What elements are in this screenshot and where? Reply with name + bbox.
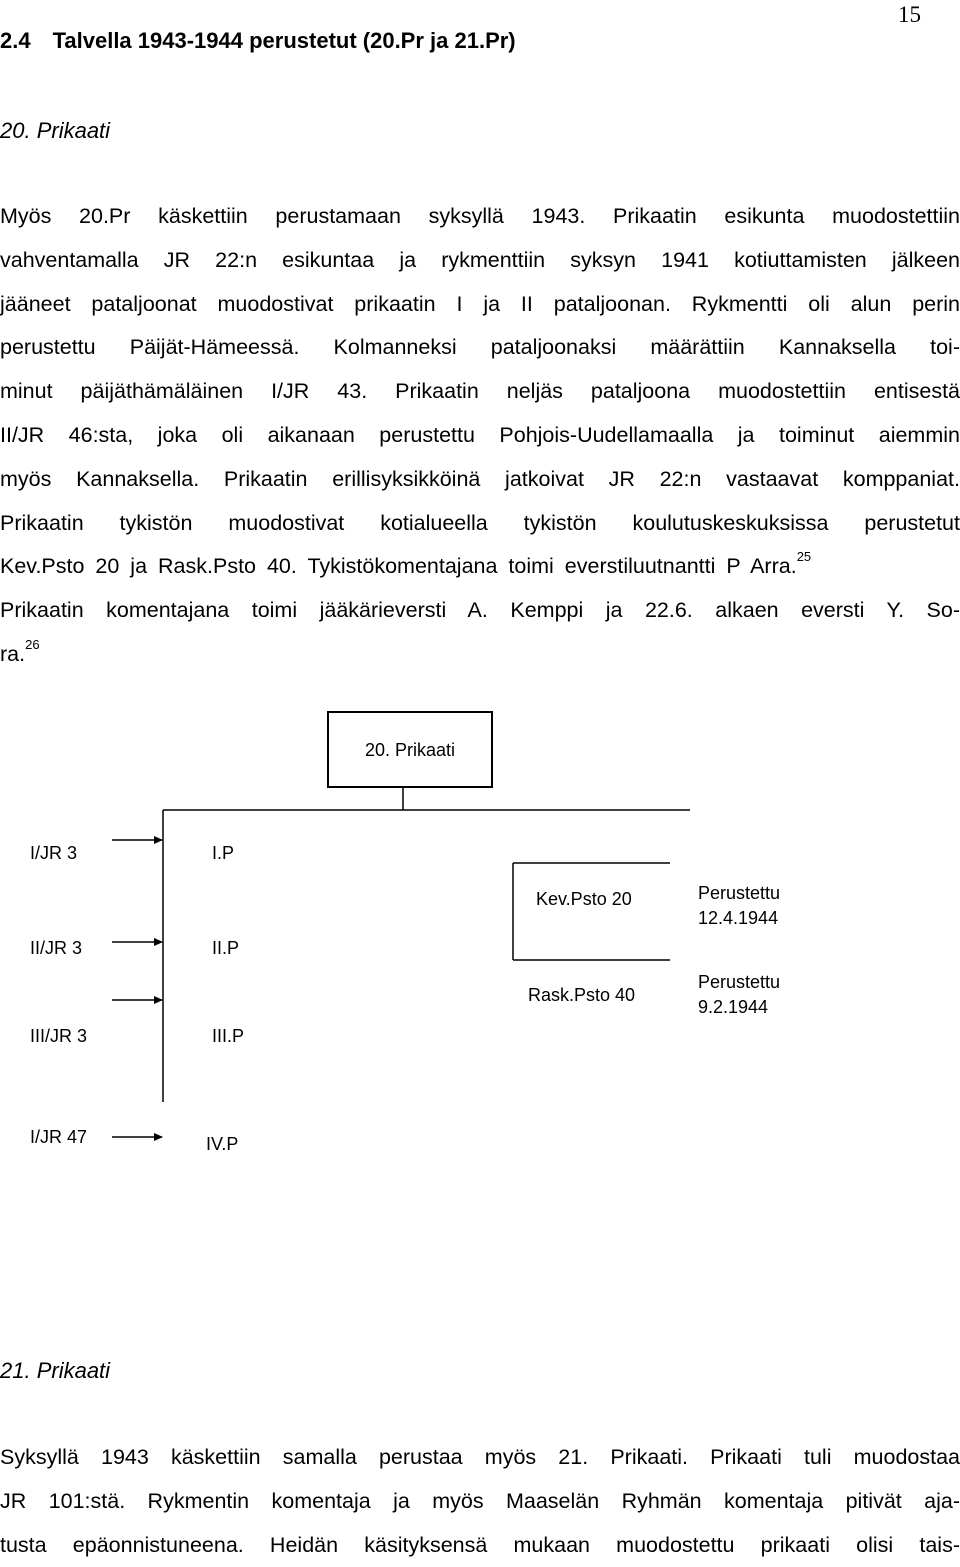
paragraph-line-text: ra. (0, 641, 26, 666)
subheading-21-prikaati: 21. Prikaati (0, 1358, 111, 1383)
paragraph-line: vahventamalla JR 22:n esikuntaa ja rykmenttiin syksyn 1941 kotiuttamisten jälkeen (0, 247, 960, 272)
artillery-unit-label: Kev.Psto 20 (536, 889, 632, 909)
paragraph-21-prikaati (0, 1436, 960, 1567)
brigade-box-label: 20. Prikaati (364, 740, 456, 760)
paragraph-line: tusta epäonnistuneena. Heidän käsityksensä mukaan muodostettu prikaati olisi tais- (0, 1532, 960, 1557)
source-unit-label: I/JR 47 (30, 1127, 88, 1147)
paragraph-line: myös Kannaksella. Prikaatin erillisyksikköinä jatkoivat JR 22:n vastaavat komppaniat. (0, 466, 960, 491)
founded-note-label: Perustettu (698, 883, 781, 903)
paragraph-line (0, 633, 960, 677)
paragraph-line: Prikaatin tykistön muodostivat kotialueella tykistön koulutuskeskuksissa perustetut (0, 510, 960, 535)
footnote-marker: 26 (25, 636, 40, 652)
artillery-unit-label: Rask.Psto 40 (528, 985, 636, 1005)
battalion-label: II.P (212, 938, 240, 958)
subheading-20-prikaati: 20. Prikaati (0, 118, 111, 143)
battalion-label: IV.P (206, 1134, 239, 1154)
battalion-label: III.P (212, 1026, 245, 1046)
page-number: 15 (898, 2, 921, 27)
paragraph-line: JR 101:stä. Rykmentin komentaja ja myös Maaselän Ryhmän komentaja pitivät aja- (0, 1488, 960, 1513)
paragraph-line-text: Kev.Psto 20 ja Rask.Psto 40. Tykistökomentajana toimi everstiluutnantti P Arra. (0, 554, 797, 579)
section-heading: 2.4 Talvella 1943-1944 perustetut (20.Pr ja 21.Pr) (0, 28, 516, 53)
paragraph-line: Prikaatin komentajana toimi jääkärieversti A. Kemppi ja 22.6. alkaen eversti Y. So- (0, 598, 960, 623)
source-unit-label: III/JR 3 (30, 1026, 88, 1046)
footnote-marker: 25 (796, 549, 812, 565)
paragraph-line: Syksyllä 1943 käskettiin samalla perustaa myös 21. Prikaati. Prikaati tuli muodostaa (0, 1445, 960, 1469)
paragraph-line: perustettu Päijät-Hämeessä. Kolmanneksi pataljoonaksi määrättiin Kannaksella toi- (0, 335, 960, 360)
founded-note-date: 12.4.1944 (698, 908, 779, 928)
source-unit-label: II/JR 3 (30, 938, 83, 958)
founded-note-date: 9.2.1944 (698, 997, 769, 1017)
paragraph-line (0, 545, 960, 589)
paragraph-line: jääneet pataljoonat muodostivat prikaatin I ja II pataljoonan. Rykmentti oli alun perin (0, 291, 960, 316)
founded-note-label: Perustettu (698, 972, 781, 992)
battalion-label: I.P (212, 843, 235, 863)
paragraph-line: II/JR 46:sta, joka oli aikanaan perustettu Pohjois-Uudellamaalla ja toiminut aiemmin (0, 422, 960, 447)
source-unit-label: I/JR 3 (30, 843, 78, 863)
organization-diagram (0, 700, 960, 1180)
paragraph-line: minut päijäthämäläinen I/JR 43. Prikaatin neljäs pataljoona muodostettiin entisestä (0, 379, 960, 404)
paragraph-line: Myös 20.Pr käskettiin perustamaan syksyllä 1943. Prikaatin esikunta muodostettiin (0, 204, 960, 228)
paragraph-20-prikaati (0, 195, 960, 677)
